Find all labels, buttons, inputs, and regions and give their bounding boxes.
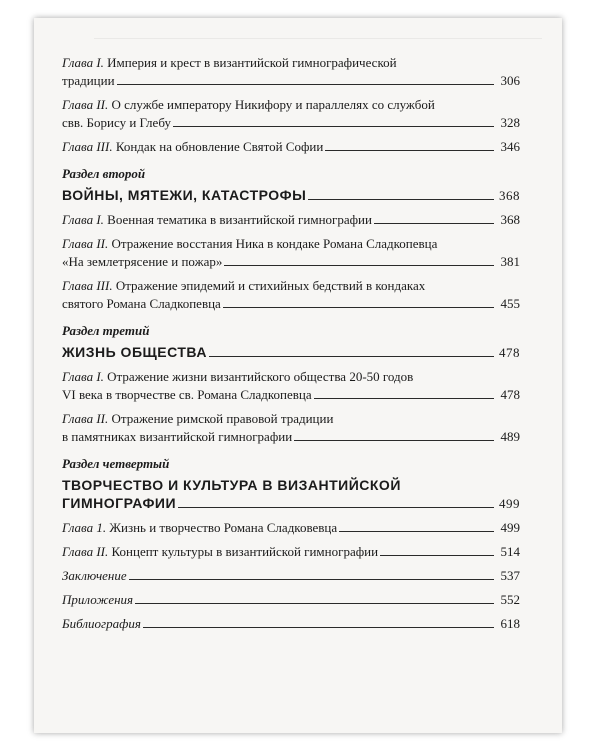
- page-number: 514: [500, 544, 520, 559]
- page-number: 552: [500, 592, 520, 607]
- toc-entry: [62, 567, 520, 585]
- toc-entry: [62, 591, 520, 609]
- toc-entry: [62, 368, 520, 404]
- page-number: 306: [500, 73, 520, 88]
- toc-entry: [62, 543, 520, 561]
- chapter-label: Глава I.: [62, 369, 104, 384]
- chapter-title-cont: «На землетрясение и пожар»: [62, 254, 223, 269]
- chapter-title: Отражение восстания Ника в кондаке Романа Сладкопевца: [111, 236, 438, 251]
- section-title: [62, 343, 520, 362]
- chapter-title: Отражение римской правовой традиции: [111, 411, 334, 426]
- book-page: [34, 18, 562, 733]
- chapter-label: Глава III.: [62, 278, 113, 293]
- chapter-title-cont: святого Романа Сладкопевца: [62, 296, 221, 311]
- section-title: [62, 186, 520, 205]
- section-label: Раздел третий: [62, 323, 150, 338]
- chapter-title-cont: VI века в творчестве св. Романа Сладкопевца: [62, 387, 312, 402]
- backmatter-label: Библиография: [62, 616, 141, 631]
- chapter-title: Отражение эпидемий и стихийных бедствий в кондаках: [115, 278, 426, 293]
- chapter-label: Глава 1.: [62, 520, 107, 535]
- chapter-title: О службе императору Никифору и параллелях со службой: [111, 97, 435, 112]
- chapter-title-cont: свв. Борису и Глебу: [62, 115, 171, 130]
- toc-entry: [62, 235, 520, 271]
- toc-entry: [62, 277, 520, 313]
- chapter-label: Глава II.: [62, 236, 109, 251]
- page-number: 381: [500, 254, 520, 269]
- chapter-label: Глава III.: [62, 139, 113, 154]
- chapter-label: Глава II.: [62, 97, 109, 112]
- page-number: 499: [500, 520, 520, 535]
- toc-entry: [62, 138, 520, 156]
- toc-entry: [62, 96, 520, 132]
- page-number: 537: [500, 568, 520, 583]
- chapter-label: Глава II.: [62, 411, 109, 426]
- chapter-title: Военная тематика в византийской гимнографии: [107, 212, 372, 227]
- chapter-label: Глава II.: [62, 544, 109, 559]
- chapter-label: Глава I.: [62, 55, 104, 70]
- table-of-contents: [62, 54, 520, 639]
- chapter-title-cont: в памятниках византийской гимнографии: [62, 429, 293, 444]
- page-number: 618: [500, 616, 520, 631]
- section-title-text: ТВОРЧЕСТВО И КУЛЬТУРА В ВИЗАНТИЙСКОЙ: [62, 477, 401, 493]
- section-label: Раздел четвертый: [62, 456, 170, 471]
- toc-entry: [62, 211, 520, 229]
- chapter-title: Жизнь и творчество Романа Сладковевца: [109, 520, 338, 535]
- section-title-text: ЖИЗНЬ ОБЩЕСТВА: [62, 344, 207, 360]
- section-label: Раздел второй: [62, 166, 146, 181]
- toc-entry: [62, 410, 520, 446]
- toc-entry: [62, 54, 520, 90]
- toc-entry: [62, 615, 520, 633]
- chapter-title: Империя и крест в византийской гимнографической: [107, 55, 397, 70]
- section-title-text: ВОЙНЫ, МЯТЕЖИ, КАТАСТРОФЫ: [62, 187, 307, 203]
- page-number: 478: [499, 345, 520, 360]
- chapter-title: Концепт культуры в византийской гимнографии: [111, 544, 379, 559]
- page-number: 455: [500, 296, 520, 311]
- section-title: [62, 476, 520, 513]
- toc-entry: [62, 519, 520, 537]
- chapter-title-cont: традиции: [62, 73, 115, 88]
- page-number: 368: [500, 212, 520, 227]
- chapter-title: Отражение жизни византийского общества 20-50 годов: [107, 369, 414, 384]
- backmatter-label: Приложения: [62, 592, 134, 607]
- page-number: 368: [499, 188, 520, 203]
- page-number: 346: [500, 139, 520, 154]
- page-number: 328: [500, 115, 520, 130]
- backmatter-label: Заключение: [62, 568, 127, 583]
- page-number: 489: [500, 429, 520, 444]
- section-title-cont: ГИМНОГРАФИИ: [62, 495, 177, 511]
- chapter-title: Кондак на обновление Святой Софии: [115, 139, 324, 154]
- page-number: 478: [500, 387, 520, 402]
- chapter-label: Глава I.: [62, 212, 104, 227]
- page-number: 499: [499, 496, 520, 511]
